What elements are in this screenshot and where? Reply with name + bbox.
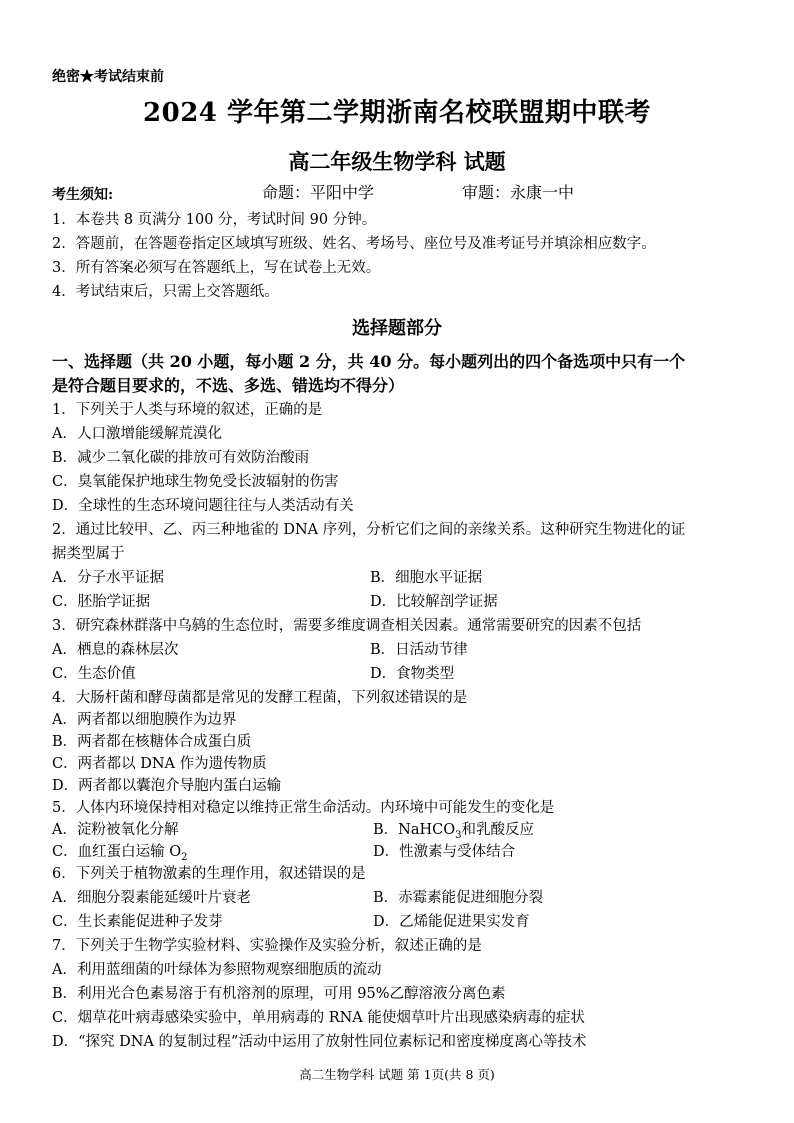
option-d: D．乙烯能促进果实发育: [373, 914, 530, 930]
question-stem: 2．通过比较甲、乙、丙三种地雀的 DNA 序列，分析它们之间的亲缘关系。这种研究生物进化的证: [52, 522, 686, 538]
option-d: D．性激素与受体结合: [373, 844, 516, 860]
question-stem: 5．人体内环境保持相对稳定以维持正常生命活动。内环境中可能发生的变化是: [52, 800, 555, 816]
note-item: 4．考试结束后，只需上交答题纸。: [52, 284, 279, 300]
question-stem: 1．下列关于人类与环境的叙述，正确的是: [52, 402, 323, 418]
note-item: 1．本卷共 8 页满分 100 分，考试时间 90 分钟。: [52, 212, 377, 228]
option-d: D．食物类型: [370, 666, 455, 682]
option-b: B．利用光合色素易溶于有机溶剂的原理，可用 95%乙醇溶液分离色素: [52, 986, 506, 1002]
question-stem: 4．大肠杆菌和酵母菌都是常见的发酵工程菌，下列叙述错误的是: [52, 690, 468, 706]
question-stem: 3．研究森林群落中乌鸫的生态位时，需要多维度调查相关因素。通常需要研究的因素不包括: [52, 618, 642, 634]
exam-title: 2024 学年第二学期浙南名校联盟期中联考: [143, 98, 651, 128]
option-a: A．分子水平证据: [52, 570, 164, 586]
option-d: D．两者都以囊泡介导胞内蛋白运输: [52, 778, 282, 794]
option-a: A．两者都以细胞膜作为边界: [52, 712, 237, 728]
option-d: D．全球性的生态环境问题往往与人类活动有关: [52, 498, 354, 514]
option-b: B．赤霉素能促进细胞分裂: [373, 890, 544, 906]
instruction-line: 是符合题目要求的，不选、多选、错选均不得分）: [52, 376, 405, 395]
note-item: 2．答题前，在答题卷指定区域填写班级、姓名、考场号、座位号及准考证号并填涂相应数字。: [52, 236, 656, 252]
option-d: D．比较解剖学证据: [370, 594, 498, 610]
note-item: 3．所有答案必须写在答题纸上，写在试卷上无效。: [52, 260, 381, 276]
option-c: C．生态价值: [52, 666, 136, 682]
option-b: B．日活动节律: [370, 642, 468, 658]
notes-heading: 考生须知:: [52, 187, 114, 203]
option-c: C．血红蛋白运输 $O_2$: [52, 844, 188, 863]
option-c: C．生长素能促进种子发芽: [52, 914, 223, 930]
option-b: B．细胞水平证据: [370, 570, 483, 586]
instruction-line: 一、选择题（共 20 小题，每小题 2 分，共 40 分。每小题列出的四个备选项中只有一个: [52, 352, 686, 371]
option-d: D．“探究 DNA 的复制过程”活动中运用了放射性同位素标记和密度梯度离心等技术: [52, 1034, 587, 1050]
option-a: A．细胞分裂素能延缓叶片衰老: [52, 890, 251, 906]
question-stem: 6．下列关于植物激素的生理作用，叙述错误的是: [52, 866, 366, 882]
exam-subtitle: 高二年级生物学科 试题: [288, 149, 506, 174]
page-footer: 高二生物学科 试题 第 1页(共 8 页): [299, 1067, 495, 1082]
option-a: A．人口激增能缓解荒漠化: [52, 426, 222, 442]
option-c: C．胚胎学证据: [52, 594, 151, 610]
confidential-label: 绝密★考试结束前: [52, 69, 164, 85]
reviewer-school: 审题：永康一中: [462, 183, 575, 202]
option-c: C．两者都以 DNA 作为遗传物质: [52, 756, 267, 772]
option-b: B．两者都在核糖体合成蛋白质: [52, 734, 252, 750]
option-a: A．淀粉被氧化分解: [52, 822, 179, 838]
option-c: C．烟草花叶病毒感染实验中，单用病毒的 RNA 能使烟草叶片出现感染病毒的症状: [52, 1010, 585, 1026]
section-title: 选择题部分: [352, 318, 442, 339]
option-b: B．NaHCO$_3$和乳酸反应: [373, 822, 534, 841]
option-b: B．减少二氧化碳的排放可有效防治酸雨: [52, 450, 310, 466]
option-a: A．栖息的森林层次: [52, 642, 179, 658]
author-school: 命题：平阳中学: [262, 183, 375, 202]
option-c: C．臭氧能保护地球生物免受长波辐射的伤害: [52, 474, 339, 490]
option-a: A．利用蓝细菌的叶绿体为参照物观察细胞质的流动: [52, 962, 382, 978]
question-stem: 7．下列关于生物学实验材料、实验操作及实验分析，叙述正确的是: [52, 938, 482, 954]
question-stem-continued: 据类型属于: [52, 546, 125, 562]
